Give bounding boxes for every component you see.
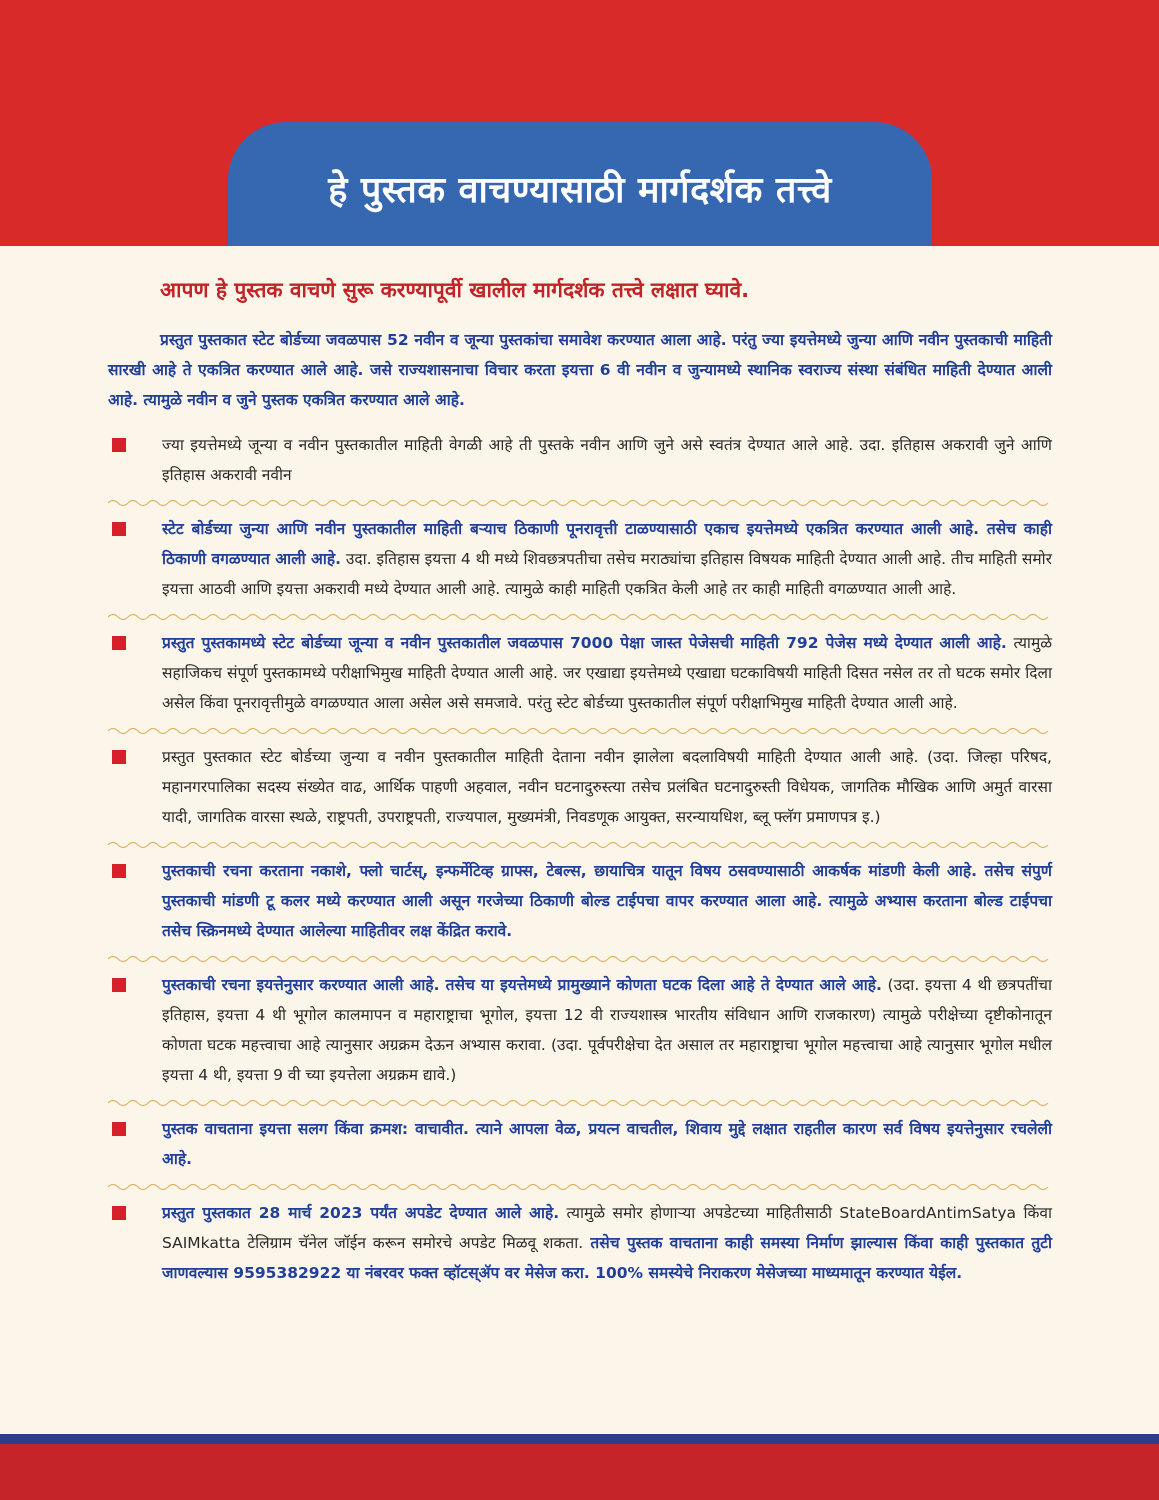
guideline-text: (उदा. इयत्ता 4 थी छत्रपतींचा इतिहास, इयत्ता 4 थी भूगोल कालमापन व महाराष्ट्राचा भूगोल, इयत्ता 12 वी राज्यशास्त्र भारतीय संविधान आणि राजकारण) त्यामुळे परीक्षेच्या दृष्टीकोनातून कोणता घटक महत्त्वाचा आहे त्यानुसार अग्रक्रम देऊन अभ्यास करावा. (उदा. पूर्वपरीक्षेचा देत असाल तर महाराष्ट्राचा भूगोल महत्त्वाचा आहे त्यानुसार भूगोल मधील इयत्ता 4 थी, इयत्ता 9 वी च्या इयत्तेला अग्रक्रम द्यावे.): [162, 976, 1052, 1084]
bullet-square-icon: [112, 438, 126, 452]
wavy-divider: [108, 1182, 1052, 1192]
guideline-text: ज्या इयत्तेमध्ये जून्या व नवीन पुस्तकातील माहिती वेगळी आहे ती पुस्तके नवीन आणि जुने असे स्वतंत्र देण्यात आले आहे. उदा. इतिहास अकरावी जुने आणि इतिहास अकरावी नवीन: [162, 436, 1052, 484]
bullet-square-icon: [112, 750, 126, 764]
bullet-square-icon: [112, 1122, 126, 1136]
guideline-bold-text: प्रस्तुत पुस्तकामध्ये स्टेट बोर्डच्या जून्या व नवीन पुस्तकातील जवळपास 7000 पेक्षा जास्त पेजेसची माहिती 792 पेजेस मध्ये देण्यात आली आहे.: [162, 634, 1007, 652]
guideline-bold-text: पुस्तकाची रचना इयत्तेनुसार करण्यात आली आहे. तसेच या इयत्तेमध्ये प्रामुख्याने कोणता घटक दिला आहे ते देण्यात आले आहे.: [162, 976, 882, 994]
guideline-item: [108, 1198, 1052, 1294]
guideline-item: [108, 1114, 1052, 1180]
guideline-text: उदा. इतिहास इयत्ता 4 थी मध्ये शिवछत्रपतीचा तसेच मराठ्यांचा इतिहास विषयक माहिती देण्यात आली आहे. तीच माहिती समोर इयत्ता आठवी आणि इयत्ता अकरावी मध्ये देण्यात आली आहे. त्यामुळे काही माहिती एकत्रित केली आहे तर काही माहिती वगळण्यात आली आहे.: [162, 550, 1052, 598]
guideline-item: [108, 856, 1052, 952]
bullet-square-icon: [112, 522, 126, 536]
bullet-square-icon: [112, 1206, 126, 1220]
wavy-divider: [108, 726, 1052, 736]
guideline-item: [108, 430, 1052, 496]
bottom-band: [0, 1434, 1159, 1500]
guideline-item: [108, 628, 1052, 724]
guideline-bold-text: पुस्तक वाचताना इयत्ता सलग किंवा क्रमश: वाचावीत. त्याने आपला वेळ, प्रयत्न वाचतील, शिवाय मुद्दे लक्षात राहतील कारण सर्व विषय इयत्तेनुसार रचलेली आहे.: [162, 1120, 1052, 1168]
guideline-bold-text: स्टेट बोर्डच्या जुन्या आणि नवीन पुस्तकातील माहिती बऱ्याच ठिकाणी पूनरावृत्ती टाळण्यासाठी एकाच इयत्तेमध्ये एकत्रित करण्यात आली आहे. तसेच काही ठिकाणी वगळण्यात आली आहे.: [162, 520, 1052, 568]
guideline-text: त्यामुळे समोर होणाऱ्या अपडेटच्या माहितीसाठी StateBoardAntimSatya किंवा SAIMkatta टेलिग्राम चॅनेल जॉईन करून समोरचे अपडेट मिळवू शकता.: [162, 1204, 1053, 1252]
guideline-text: त्यामुळे सहाजिकच संपूर्ण पुस्तकामध्ये परीक्षाभिमुख माहिती देण्यात आली आहे. जर एखाद्या इयत्तेमध्ये एखाद्या घटकाविषयी माहिती दिसत नसेल तर तो घटक समोर दिला असेल किंवा पूनरावृत्तीमुळे वगळण्यात आला असेल असे समजावे. परंतु स्टेट बोर्डच्या पुस्तकातील संपूर्ण परीक्षाभिमुख माहिती देण्यात आली आहे.: [162, 634, 1052, 712]
title-tab: [228, 122, 932, 246]
wavy-divider: [108, 498, 1052, 508]
intro-paragraph: प्रस्तुत पुस्तकात स्टेट बोर्डच्या जवळपास 52 नवीन व जून्या पुस्तकांचा समावेश करण्यात आला आहे. परंतु ज्या इयत्तेमध्ये जुन्या आणि नवीन पुस्तकाची माहिती सारखी आहे ते एकत्रित करण्यात आले आहे. जसे राज्यशासनाचा विचार करता इयत्ता 6 वी नवीन व जुन्यामध्ये स्थानिक स्वराज्य संस्था संबंधित माहिती देण्यात आली आहे. त्यामुळे नवीन व जुने पुस्तक एकत्रित करण्यात आले आहे.: [108, 331, 1052, 409]
guideline-item: [108, 514, 1052, 610]
bottom-blue-stripe: [0, 1434, 1159, 1444]
bullet-square-icon: [112, 978, 126, 992]
page-title: हे पुस्तक वाचण्यासाठी मार्गदर्शक तत्त्वे: [328, 169, 832, 211]
guidelines-list: [108, 430, 1052, 1294]
bullet-square-icon: [112, 864, 126, 878]
wavy-divider: [108, 1098, 1052, 1108]
wavy-divider: [108, 612, 1052, 622]
subtitle: आपण हे पुस्तक वाचणे सुरू करण्यापूर्वी खालील मार्गदर्शक तत्त्वे लक्षात घ्यावे.: [160, 278, 750, 302]
guideline-text: प्रस्तुत पुस्तकात स्टेट बोर्डच्या जुन्या व नवीन पुस्तकातील माहिती देताना नवीन झालेला बदलाविषयी माहिती देण्यात आली आहे. (उदा. जिल्हा परिषद, महानगरपालिका सदस्य संख्येत वाढ, आर्थिक पाहणी अहवाल, नवीन घटनादुरुस्त्या तसेच प्रलंबित घटनादुरुस्ती विधेयक, जागतिक मौखिक आणि अमुर्त वारसा यादी, जागतिक वारसा स्थळे, राष्ट्रपती, उपराष्ट्रपती, राज्यपाल, मुख्यमंत्री, निवडणूक आयुक्त, सरन्यायधिश, ब्लू फ्लॅग प्रमाणपत्र इ.): [162, 748, 1052, 826]
bullet-square-icon: [112, 636, 126, 650]
wavy-divider: [108, 840, 1052, 850]
guideline-bold-tail: तसेच पुस्तक वाचताना काही समस्या निर्माण झाल्यास किंवा काही पुस्तकात तुटी जाणवल्यास 9595382922 या नंबरवर फक्त व्हॉटस्ॲप वर मेसेज करा. 100% समस्येचे निराकरण मेसेजच्या माध्यमातून करण्यात येईल.: [162, 1234, 1052, 1282]
guideline-item: [108, 742, 1052, 838]
guideline-item: [108, 970, 1052, 1096]
guideline-bold-text: पुस्तकाची रचना करताना नकाशे, फ्लो चार्टस्, इन्फर्मेटिव्ह ग्राफ्स, टेबल्स, छायाचित्र यातून विषय ठसवण्यासाठी आकर्षक मांडणी केली आहे. तसेच संपुर्ण पुस्तकाची मांडणी टू कलर मध्ये करण्यात आली असून गरजेच्या ठिकाणी बोल्ड टाईपचा वापर करण्यात आला आहे. त्यामुळे अभ्यास करताना बोल्ड टाईपचा तसेच स्क्रिनमध्ये देण्यात आलेल्या माहितीवर लक्ष केंद्रित करावे.: [162, 862, 1052, 940]
wavy-divider: [108, 954, 1052, 964]
guideline-bold-text: प्रस्तुत पुस्तकात 28 मार्च 2023 पर्यंत अपडेट देण्यात आले आहे.: [162, 1204, 560, 1222]
